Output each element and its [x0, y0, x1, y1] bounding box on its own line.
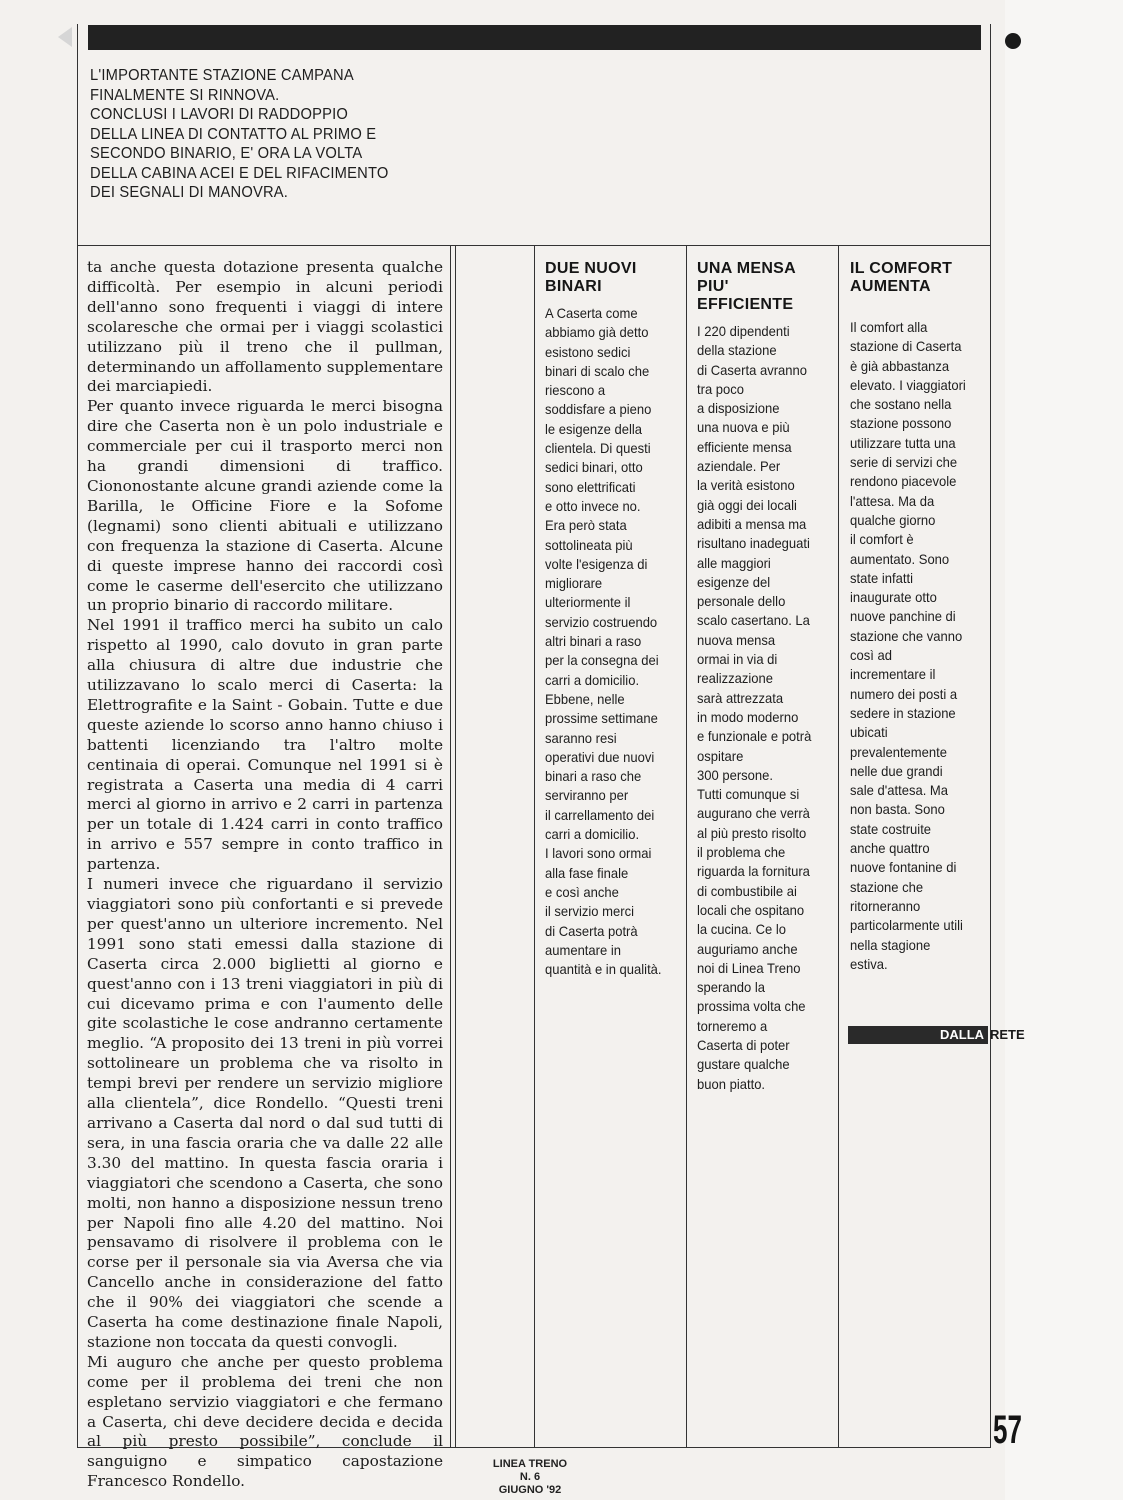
sidebar-line: saranno resi — [545, 729, 617, 746]
sidebar-line: Caserta di poter — [697, 1036, 790, 1053]
section-tag-rete: RETE — [990, 1027, 1025, 1042]
paragraph: Nel 1991 il traffico merci ha subito un calo rispetto al 1990, calo dovuto in gran parte alla chiusura di altre due industrie che utilizzavano lo scalo merci di Caserta: la Elettrografite e la Saint - Gobain. Tutte e due queste aziende lo scorso anno hanno chiuso i battenti licenziando tra l'altro molte centinaia di operai. Comunque nel 1991 si è registrata a Caserta una media di 4 carri merci al giorno in arrivo e 2 carri in partenza per un totale di 1.424 carri in conto traffico in arrivo e 557 sempre in conto traffico in partenza. — [87, 616, 443, 874]
sidebar-line: quantità e in qualità. — [545, 961, 662, 978]
sidebar-line: risultano inadeguati — [697, 535, 810, 552]
sidebar-line: così ad — [850, 647, 892, 664]
sidebar-line: soddisfare a pieno — [545, 401, 652, 418]
column-rule — [534, 246, 535, 1448]
sidebar-line: 300 persone. — [697, 766, 774, 783]
sidebar-line: auguriamo anche — [697, 940, 798, 957]
page-turn-arrow-icon — [58, 27, 72, 47]
sidebar-line: nuove fontanine di — [850, 859, 957, 876]
sidebar-line: state infatti — [850, 569, 913, 586]
sidebar-heading: IL COMFORT AUMENTA — [850, 260, 953, 295]
column-rule-right — [990, 24, 991, 1448]
sidebar-line: gustare qualche — [697, 1056, 790, 1073]
sidebar-line: alla fase finale — [545, 864, 629, 881]
bullet-dot-icon — [1005, 33, 1021, 49]
sidebar-line: numero dei posti a — [850, 685, 958, 702]
sidebar-line: prossime settimane — [545, 710, 658, 727]
paragraph: Per quanto invece riguarda le merci bisogna dire che Caserta non è un polo industriale e commerciale per cui il trasporto merci non ha grandi dimensioni di traffico. Ciononostante alcune grandi aziende come la Barilla, le Officine Fiore e la Sofome (legnami) sono clienti abituali e utilizzano con frequenza la stazione di Caserta. Alcune di queste imprese hanno dei raccordi così come le caserme dell'esercito che utilizzano un proprio binario di raccordo militare. — [87, 397, 443, 615]
sidebar-line: alle maggiori — [697, 554, 771, 571]
footer-date: GIUGNO '92 — [498, 1484, 562, 1496]
sidebar-line: locali che ospitano — [697, 901, 805, 918]
sidebar-line: carri a domicilio. — [545, 671, 640, 688]
sidebar-due-nuovi-binari — [545, 260, 681, 979]
sidebar-line: ubicati — [850, 724, 888, 741]
sidebar-body — [545, 304, 682, 979]
sidebar-line: il servizio merci — [545, 903, 634, 920]
section-tag-dalla: DALLA — [940, 1027, 985, 1042]
article-body — [87, 258, 443, 1492]
sidebar-line: Ebbene, nelle — [545, 690, 625, 707]
sidebar-line: sedere in stazione — [850, 704, 956, 721]
footer-magazine: LINEA TRENO — [492, 1458, 568, 1470]
sidebar-line: prossima volta che — [697, 998, 806, 1015]
sidebar-line: utilizzare tutta una — [850, 434, 956, 451]
sidebar-heading: UNA MENSA PIU' EFFICIENTE — [697, 260, 796, 313]
sidebar-line: esigenze del — [697, 573, 771, 590]
sidebar-line: in modo moderno — [697, 708, 799, 725]
sidebar-line: efficiente mensa — [697, 438, 792, 455]
sidebar-line: riguarda la fornitura — [697, 863, 810, 880]
sidebar-line: che sostano nella — [850, 396, 952, 413]
sidebar-line: esistono sedici — [545, 343, 631, 360]
sidebar-line: sedici binari, otto — [545, 459, 643, 476]
sidebar-line: la verità esistono — [697, 477, 795, 494]
sidebar-line: per la consegna dei — [545, 652, 659, 669]
deck-line: L'IMPORTANTE STAZIONE CAMPANA — [90, 67, 354, 84]
sidebar-body — [697, 322, 834, 1094]
sidebar-line: stazione possono — [850, 415, 952, 432]
sidebar-line: I 220 dipendenti — [697, 323, 790, 339]
sidebar-line: scalo casertano. La — [697, 612, 810, 629]
sidebar-una-mensa — [697, 260, 833, 1094]
sidebar-line: sono elettrificati — [545, 478, 636, 495]
deck-line: DELLA LINEA DI CONTATTO AL PRIMO E — [90, 125, 377, 143]
sidebar-line: nelle due grandi — [850, 762, 943, 779]
sidebar-line: di combustibile ai — [697, 882, 797, 899]
sidebar-line: è già abbastanza — [850, 357, 950, 374]
sidebar-line: nuova mensa — [697, 631, 776, 648]
sidebar-line: servizio costruendo — [545, 613, 658, 630]
deck-line: SECONDO BINARIO, E' ORA LA VOLTA — [90, 145, 363, 162]
sidebar-line: e così anche — [545, 883, 619, 900]
deck-text — [90, 66, 421, 203]
sidebar-line: aumentato. Sono — [850, 550, 950, 567]
sidebar-il-comfort — [850, 260, 986, 974]
page-number: 57 — [993, 1408, 1022, 1452]
sidebar-line: elevato. I viaggiatori — [850, 376, 966, 393]
sidebar-line: aziendale. Per — [697, 458, 781, 475]
footer-masthead — [480, 1458, 580, 1497]
sidebar-line: ospitare — [697, 747, 744, 764]
paragraph: I numeri invece che riguardano il servizio viaggiatori sono più confortanti e si prevede per quest'anno un ulteriore incremento. Nel 1991 sono stati emessi dalla stazione di Caserta circa 2.000 biglietti al giorno e quest'anno con i 13 treni viaggiatori in più di cui dicevamo prima e con l'aumento delle gite scolastiche le cose andranno certamente meglio. “A proposito dei 13 treni in più vorrei sottolineare un problema che va risolto in tempi brevi per rendere un servizio migliore alla clientela”, dice Rondello. “Questi treni arrivano a Caserta dal nord o dal sud tutti di sera, in una fascia oraria che va dalle 22 alle 3.30 del mattino. In questa fascia oraria i viaggiatori che scendono a Caserta, che sono molti, non hanno a disposizione nessun treno per Napoli fino alle 4.20 del mattino. Noi pensavamo di risolvere il problema con le corse per il personale sia via Aversa che via Cancello anche in considerazione del fatto che il 90% dei viaggiatori che scende a Caserta ha come destinazione finale Napoli, stazione non toccata da questi convogli. — [87, 875, 443, 1351]
sidebar-line: volte l'esigenza di — [545, 555, 648, 572]
sidebar-line: sperando la — [697, 979, 766, 996]
sidebar-line: una nuova e più — [697, 419, 790, 436]
deck-line: DEI SEGNALI DI MANOVRA. — [90, 184, 289, 201]
sidebar-line: Tutti comunque si — [697, 786, 800, 803]
sidebar-line: il problema che — [697, 844, 786, 861]
sidebar-line: ulteriormente il — [545, 594, 631, 611]
sidebar-line: stazione di Caserta — [850, 338, 962, 355]
sidebar-line: altri binari a raso — [545, 633, 642, 650]
sidebar-line: personale dello — [697, 593, 786, 610]
sidebar-line: sarà attrezzata — [697, 689, 784, 706]
sidebar-line: carri a domicilio. — [545, 826, 640, 843]
deck-line: FINALMENTE SI RINNOVA. — [90, 86, 280, 104]
sidebar-line: torneremo a — [697, 1017, 768, 1034]
sidebar-line: incrementare il — [850, 666, 936, 683]
sidebar-line: di Caserta potrà — [545, 922, 638, 939]
column-rule-left — [77, 246, 78, 1448]
column-rule — [686, 246, 687, 1448]
sidebar-line: di Caserta avranno — [697, 361, 808, 378]
sidebar-line: le esigenze della — [545, 420, 642, 437]
sidebar-line: la cucina. Ce lo — [697, 921, 787, 938]
paragraph: ta anche questa dotazione presenta qualche difficoltà. Per esempio in alcuni periodi dell'anno sono frequenti i viaggi di intere scolaresche che ormai per i viaggi scolastici utilizzano più il treno che il pullman, determinando un affollamento supplementare dei marciapiedi. — [87, 258, 444, 396]
sidebar-line: al più presto risolto — [697, 824, 807, 841]
sidebar-line: qualche giorno — [850, 511, 936, 528]
sidebar-line: binari di scalo che — [545, 362, 650, 379]
sidebar-line: particolarmente utili — [850, 917, 963, 934]
sidebar-line: il comfort è — [850, 531, 914, 548]
sidebar-line: nuove panchine di — [850, 608, 956, 625]
sidebar-line: migliorare — [545, 575, 603, 592]
sidebar-line: noi di Linea Treno — [697, 959, 801, 976]
paragraph: Mi auguro che anche per questo problema come per il problema dei treni che non espletano servizio viaggiatori e che fermano a Caserta, chi deve decidere decida e decida al più presto possibile”, conclude il sanguigno e simpatico capostazione Francesco Rondello. — [87, 1352, 443, 1491]
sidebar-line: non basta. Sono — [850, 801, 945, 818]
sidebar-line: il carrellamento dei — [545, 806, 655, 823]
sidebar-line: serie di servizi che — [850, 454, 958, 471]
sidebar-line: clientela. Di questi — [545, 440, 651, 457]
sidebar-heading: DUE NUOVI BINARI — [545, 260, 637, 295]
sidebar-line: I lavori sono ormai — [545, 845, 652, 862]
footer-issue: N. 6 — [519, 1471, 541, 1483]
sidebar-line: aumentare in — [545, 941, 621, 958]
sidebar-line: già oggi dei locali — [697, 496, 797, 513]
sidebar-line: ormai in via di — [697, 651, 778, 668]
sidebar-line: rendono piacevole — [850, 473, 957, 490]
sidebar-line: state costruite — [850, 820, 932, 837]
sidebar-line: prevalentemente — [850, 743, 947, 760]
deck-line: DELLA CABINA ACEI E DEL RIFACIMENTO — [90, 164, 389, 182]
sidebar-line: realizzazione — [697, 670, 773, 687]
sidebar-line: Era però stata — [545, 517, 627, 534]
sidebar-line: sottolineata più — [545, 536, 633, 553]
sidebar-line: estiva. — [850, 955, 888, 972]
sidebar-line: abbiamo già detto — [545, 324, 649, 341]
sidebar-line: sale d'attesa. Ma — [850, 782, 949, 799]
column-rule — [455, 246, 456, 1448]
sidebar-line: serviranno per — [545, 787, 629, 804]
sidebar-line: ritorneranno — [850, 897, 921, 914]
deck-line: CONCLUSI I LAVORI DI RADDOPPIO — [90, 106, 348, 123]
column-rule — [450, 246, 451, 1448]
sidebar-line: A Caserta come — [545, 305, 638, 321]
sidebar-line: e otto invece no. — [545, 497, 641, 514]
sidebar-line: stazione che — [850, 878, 924, 895]
sidebar-line: e funzionale e potrà — [697, 728, 812, 745]
sidebar-line: riescono a — [545, 382, 606, 399]
sidebar-line: l'attesa. Ma da — [850, 492, 935, 509]
sidebar-line: augurano che verrà — [697, 805, 810, 822]
page-margin — [1005, 0, 1123, 1500]
sidebar-line: buon piatto. — [697, 1075, 766, 1092]
sidebar-line: della stazione — [697, 342, 777, 359]
sidebar-line: a disposizione — [697, 400, 780, 417]
column-rule — [838, 246, 839, 1448]
sidebar-line: nella stagione — [850, 936, 931, 953]
sidebar-line: binari a raso che — [545, 768, 642, 785]
sidebar-line: inaugurate otto — [850, 589, 937, 606]
sidebar-line: tra poco — [697, 380, 745, 397]
sidebar-body — [850, 318, 987, 974]
sidebar-line: adibiti a mensa ma — [697, 515, 807, 532]
sidebar-line: operativi due nuovi — [545, 748, 655, 765]
sidebar-line: stazione che vanno — [850, 627, 963, 644]
sidebar-line: anche quattro — [850, 840, 930, 857]
sidebar-line: Il comfort alla — [850, 319, 928, 335]
